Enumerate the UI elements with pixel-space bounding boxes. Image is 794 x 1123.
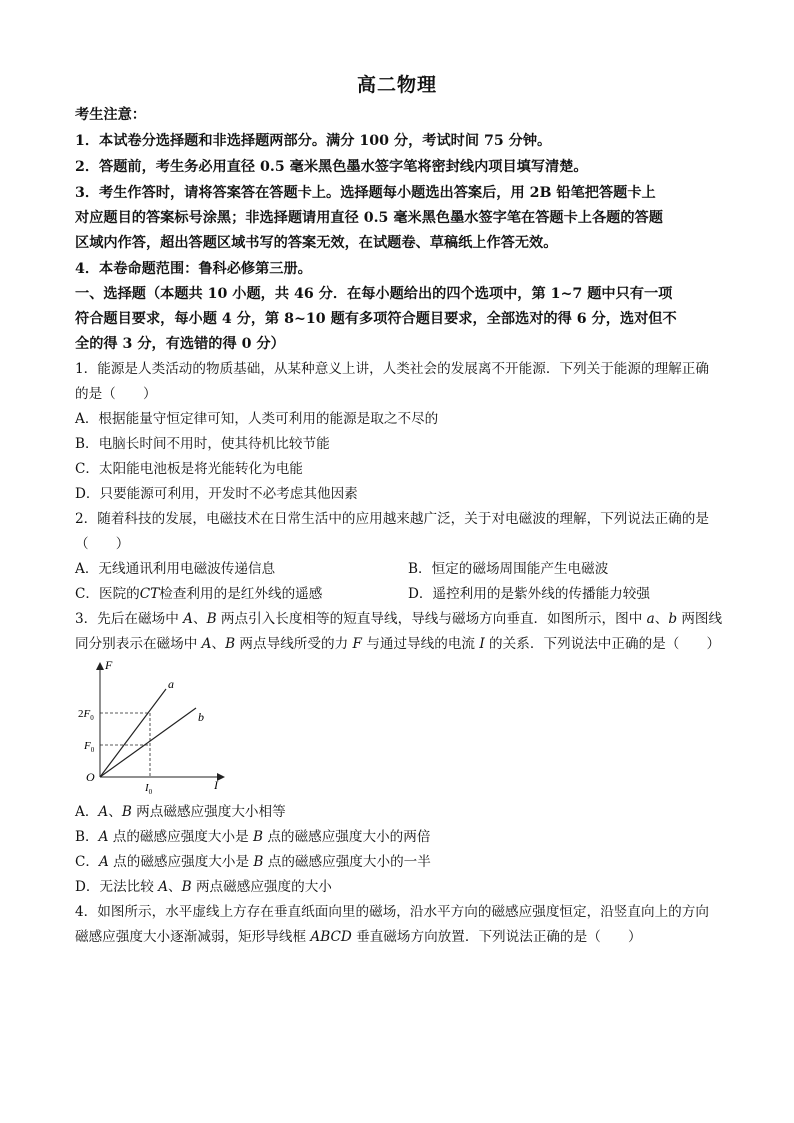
text: A — [183, 611, 193, 627]
text: A — [98, 829, 109, 845]
text: C．医院的 — [75, 586, 140, 602]
tick-f0 — [83, 740, 95, 754]
text: 点的磁感应强度大小的两倍 — [263, 829, 431, 845]
text: 两点磁感应强度大小相等 — [131, 804, 286, 820]
q2-option-a: A．无线通讯利用电磁波传递信息 — [75, 561, 276, 577]
text: F — [84, 740, 91, 752]
q3-option-c — [75, 853, 725, 871]
text: F — [83, 708, 91, 720]
text: 垂直磁场方向放置．下列说法正确的是（ ） — [351, 929, 642, 945]
page-title: 高二物理 — [356, 74, 437, 96]
text: B． — [75, 829, 99, 845]
q1-option-d: D．只要能源可利用，开发时不必考虑其他因素 — [75, 486, 358, 502]
text: B — [253, 854, 264, 870]
section-heading: 一、选择题（本题共 10 小题，共 46 分．在每小题给出的四个选项中，第 1~7 题中只有一项 — [75, 286, 673, 302]
text: 0 — [90, 714, 94, 722]
q1-option-b: B．电脑长时间不用时，使其待机比较节能 — [75, 436, 330, 452]
tick-i0 — [144, 782, 153, 795]
text: 2 — [78, 708, 84, 720]
text: B — [225, 636, 236, 652]
text: 两点磁感应强度的大小 — [191, 879, 332, 895]
tick-2f0 — [78, 708, 94, 722]
text: A — [158, 879, 169, 895]
q3-stem — [75, 635, 725, 653]
text: 0 — [90, 746, 95, 754]
text: I — [479, 636, 485, 652]
text: 同分别表示在磁场中 — [75, 636, 202, 652]
line-b-label: b — [198, 710, 204, 724]
q3-option-a — [75, 803, 725, 821]
text: 0 — [148, 788, 153, 795]
text: 、 — [211, 636, 226, 652]
q4-stem — [75, 928, 725, 946]
q3-stem — [75, 610, 725, 628]
text: 点的磁感应强度大小是 — [108, 854, 254, 870]
x-axis-label: I — [214, 778, 218, 792]
text: 点的磁感应强度大小是 — [108, 829, 254, 845]
q2-stem: 2．随着科技的发展，电磁技术在日常生活中的应用越来越广泛，关于对电磁波的理解，下列说法正确的是 — [75, 511, 709, 527]
origin-label: O — [86, 770, 95, 784]
text: 、 — [654, 611, 669, 627]
notice-item: 2．答题前，考生务必用直径 0.5 毫米黑色墨水签字笔将密封线内项目填写清楚。 — [75, 159, 588, 175]
text: I — [145, 782, 149, 794]
text: 的关系．下列说法中正确的是（ ） — [484, 636, 721, 652]
text: b — [668, 611, 678, 627]
line-a — [100, 689, 166, 777]
text: a — [646, 611, 655, 627]
q1-stem: 1．能源是人类活动的物质基础，从某种意义上讲，人类社会的发展离不开能源．下列关于能源的理解正确 — [75, 361, 709, 377]
text: A — [201, 636, 212, 652]
q1-option-c: C．太阳能电池板是将光能转化为电能 — [75, 461, 303, 477]
q2-option-d: D．遥控利用的是紫外线的传播能力较强 — [408, 586, 650, 602]
text: B — [181, 879, 192, 895]
notice-item: 4．本卷命题范围：鲁科必修第三册。 — [75, 261, 312, 277]
notice-item: 3．考生作答时，请将答案答在答题卡上。选择题每小题选出答案后，用 2B 铅笔把答题卡上 — [75, 185, 656, 201]
line-a-label: a — [168, 677, 174, 691]
q4-stem: 4．如图所示，水平虚线上方存在垂直纸面向里的磁场，沿水平方向的磁感应强度恒定，沿竖直向上的方向 — [75, 904, 709, 920]
text: 、 — [192, 611, 207, 627]
notice-item: 区域内作答，超出答题区域书写的答案无效，在试题卷、草稿纸上作答无效。 — [75, 235, 558, 251]
text: 磁感应强度大小逐渐减弱，矩形导线框 — [75, 929, 311, 945]
text: B — [253, 829, 264, 845]
text: A — [99, 854, 109, 870]
f-i-graph — [78, 655, 238, 795]
q1-stem: 的是（ ） — [75, 386, 157, 402]
text: 3．先后在磁场中 — [75, 611, 184, 627]
text: 两点引入长度相等的短直导线，导线与磁场方向垂直．如图所示，图中 — [216, 611, 647, 627]
text: B — [206, 611, 217, 627]
q3-option-d — [75, 878, 725, 896]
text: 检查利用的是红外线的遥感 — [159, 586, 323, 602]
q2-stem: （ ） — [75, 536, 130, 552]
text: ABCD — [310, 929, 352, 945]
text: 与通过导线的电流 — [361, 636, 480, 652]
text: CT — [139, 586, 160, 602]
text: D．无法比较 — [75, 879, 159, 895]
y-axis-label: F — [105, 658, 113, 672]
text: 两图线 — [677, 611, 723, 627]
line-b — [100, 708, 196, 777]
q1-option-a: A．根据能量守恒定律可知，人类可利用的能源是取之不尽的 — [75, 411, 439, 427]
notice-heading: 考生注意： — [75, 107, 146, 123]
text: A — [98, 804, 109, 820]
text: A． — [75, 804, 99, 820]
section-heading: 全的得 3 分，有选错的得 0 分） — [75, 336, 285, 352]
text: F — [352, 636, 362, 652]
notice-item: 对应题目的答案标号涂黑；非选择题请用直径 0.5 毫米黑色墨水签字笔在答题卡上各题的答题 — [75, 210, 663, 226]
text: 、 — [168, 879, 182, 895]
q2-option-b: B．恒定的磁场周围能产生电磁波 — [408, 561, 609, 577]
text: 点的磁感应强度大小的一半 — [263, 854, 431, 870]
text: 、 — [108, 804, 122, 820]
text: B — [121, 804, 132, 820]
notice-item: 1．本试卷分选择题和非选择题两部分。满分 100 分，考试时间 75 分钟。 — [75, 133, 552, 149]
text: 两点导线所受的力 — [235, 636, 353, 652]
section-heading: 符合题目要求，每小题 4 分，第 8~10 题有多项符合题目要求，全部选对的得 6 分，选对但不 — [75, 311, 677, 327]
text: C． — [75, 854, 99, 870]
q3-option-b — [75, 828, 725, 846]
